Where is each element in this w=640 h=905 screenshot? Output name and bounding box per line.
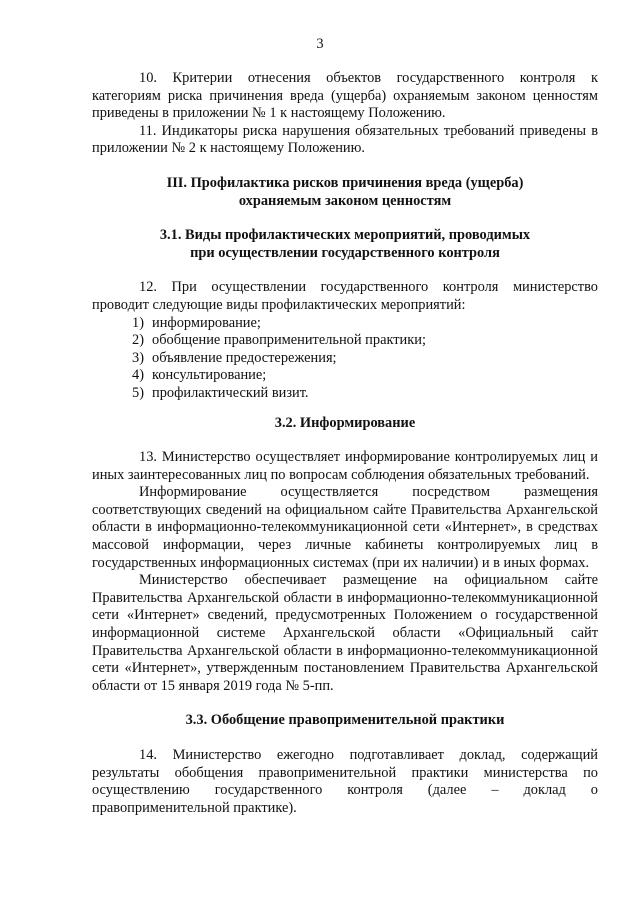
list-item [132,367,598,385]
page-number: 3 [316,36,324,52]
list-item-text: информирование; [152,314,261,331]
subsection-3-1-heading [92,227,598,262]
subsection-3-2-heading: 3.2. Информирование [274,414,416,431]
section-3-heading-line-2: охраняемым законом ценностям [238,192,452,209]
list-item [132,315,598,333]
paragraph-10: 10. Критерии отнесения объектов государственного контроля к категориям риска причинения вреда (ущерба) охраняемым законом ценностям приведены в приложении № 1 к настоящему Положению. [92,70,598,122]
list-item [132,350,598,368]
paragraph-13: 13. Министерство осуществляет информирование контролируемых лиц и иных заинтересованных лиц по вопросам соблюдения обязательных требований. [92,449,598,483]
paragraph-13-informing-means: Информирование осуществляется посредством размещения соответствующих сведений на официальном сайте Правительства Архангельской области в информационно-телекоммуникационной сети «Интернет», в средствах массовой информации, через личные кабинеты контролируемых лиц в государственных информационных системах (при их наличии) и в иных формах. [92,484,598,571]
list-item-text: объявление предостережения; [152,349,337,366]
list-item-number: 1) [132,314,144,331]
paragraph-13-website-publication: Министерство обеспечивает размещение на официальном сайте Правительства Архангельской области в информационно-телекоммуникационной сети «Интернет» сведений, предусмотренных Положением о государственной информационной системе Архангельской области «Официальный сайт Правительства Архангельской области в информационно-телекоммуникационной сети «Интернет», утвержденным постановлением Правительства Архангельской области от 15 января 2019 года № 5-пп. [92,572,598,694]
list-item [132,332,598,350]
list-item-text: обобщение правоприменительной практики; [152,332,426,349]
list-item-text: консультирование; [152,367,267,384]
subsection-3-3-heading: 3.3. Обобщение правоприменительной практики [185,712,505,729]
section-3-heading [92,175,598,210]
page-content [92,70,598,817]
list-item-number: 3) [132,349,144,366]
list-item-number: 5) [132,384,144,401]
list-item-text: профилактический визит. [152,384,309,401]
subsection-3-1-heading-line-1: 3.1. Виды профилактических мероприятий, проводимых [159,227,531,244]
measures-list [92,315,598,403]
list-item-number: 2) [132,332,144,349]
list-item-number: 4) [132,367,144,384]
paragraph-12: 12. При осуществлении государственного контроля министерство проводит следующие виды профилактических мероприятий: [92,279,598,313]
paragraph-14: 14. Министерство ежегодно подготавливает доклад, содержащий результаты обобщения правоприменительной практики министерства по осуществлению государственного контроля (далее – доклад о правоприменительной практике). [92,747,598,816]
list-item [132,385,598,403]
paragraph-11: 11. Индикаторы риска нарушения обязательных требований приведены в приложении № 2 к настоящему Положению. [92,122,598,157]
subsection-3-1-heading-line-2: при осуществлении государственного контроля [190,244,500,261]
section-3-heading-line-1: III. Профилактика рисков причинения вреда (ущерба) [166,174,524,191]
